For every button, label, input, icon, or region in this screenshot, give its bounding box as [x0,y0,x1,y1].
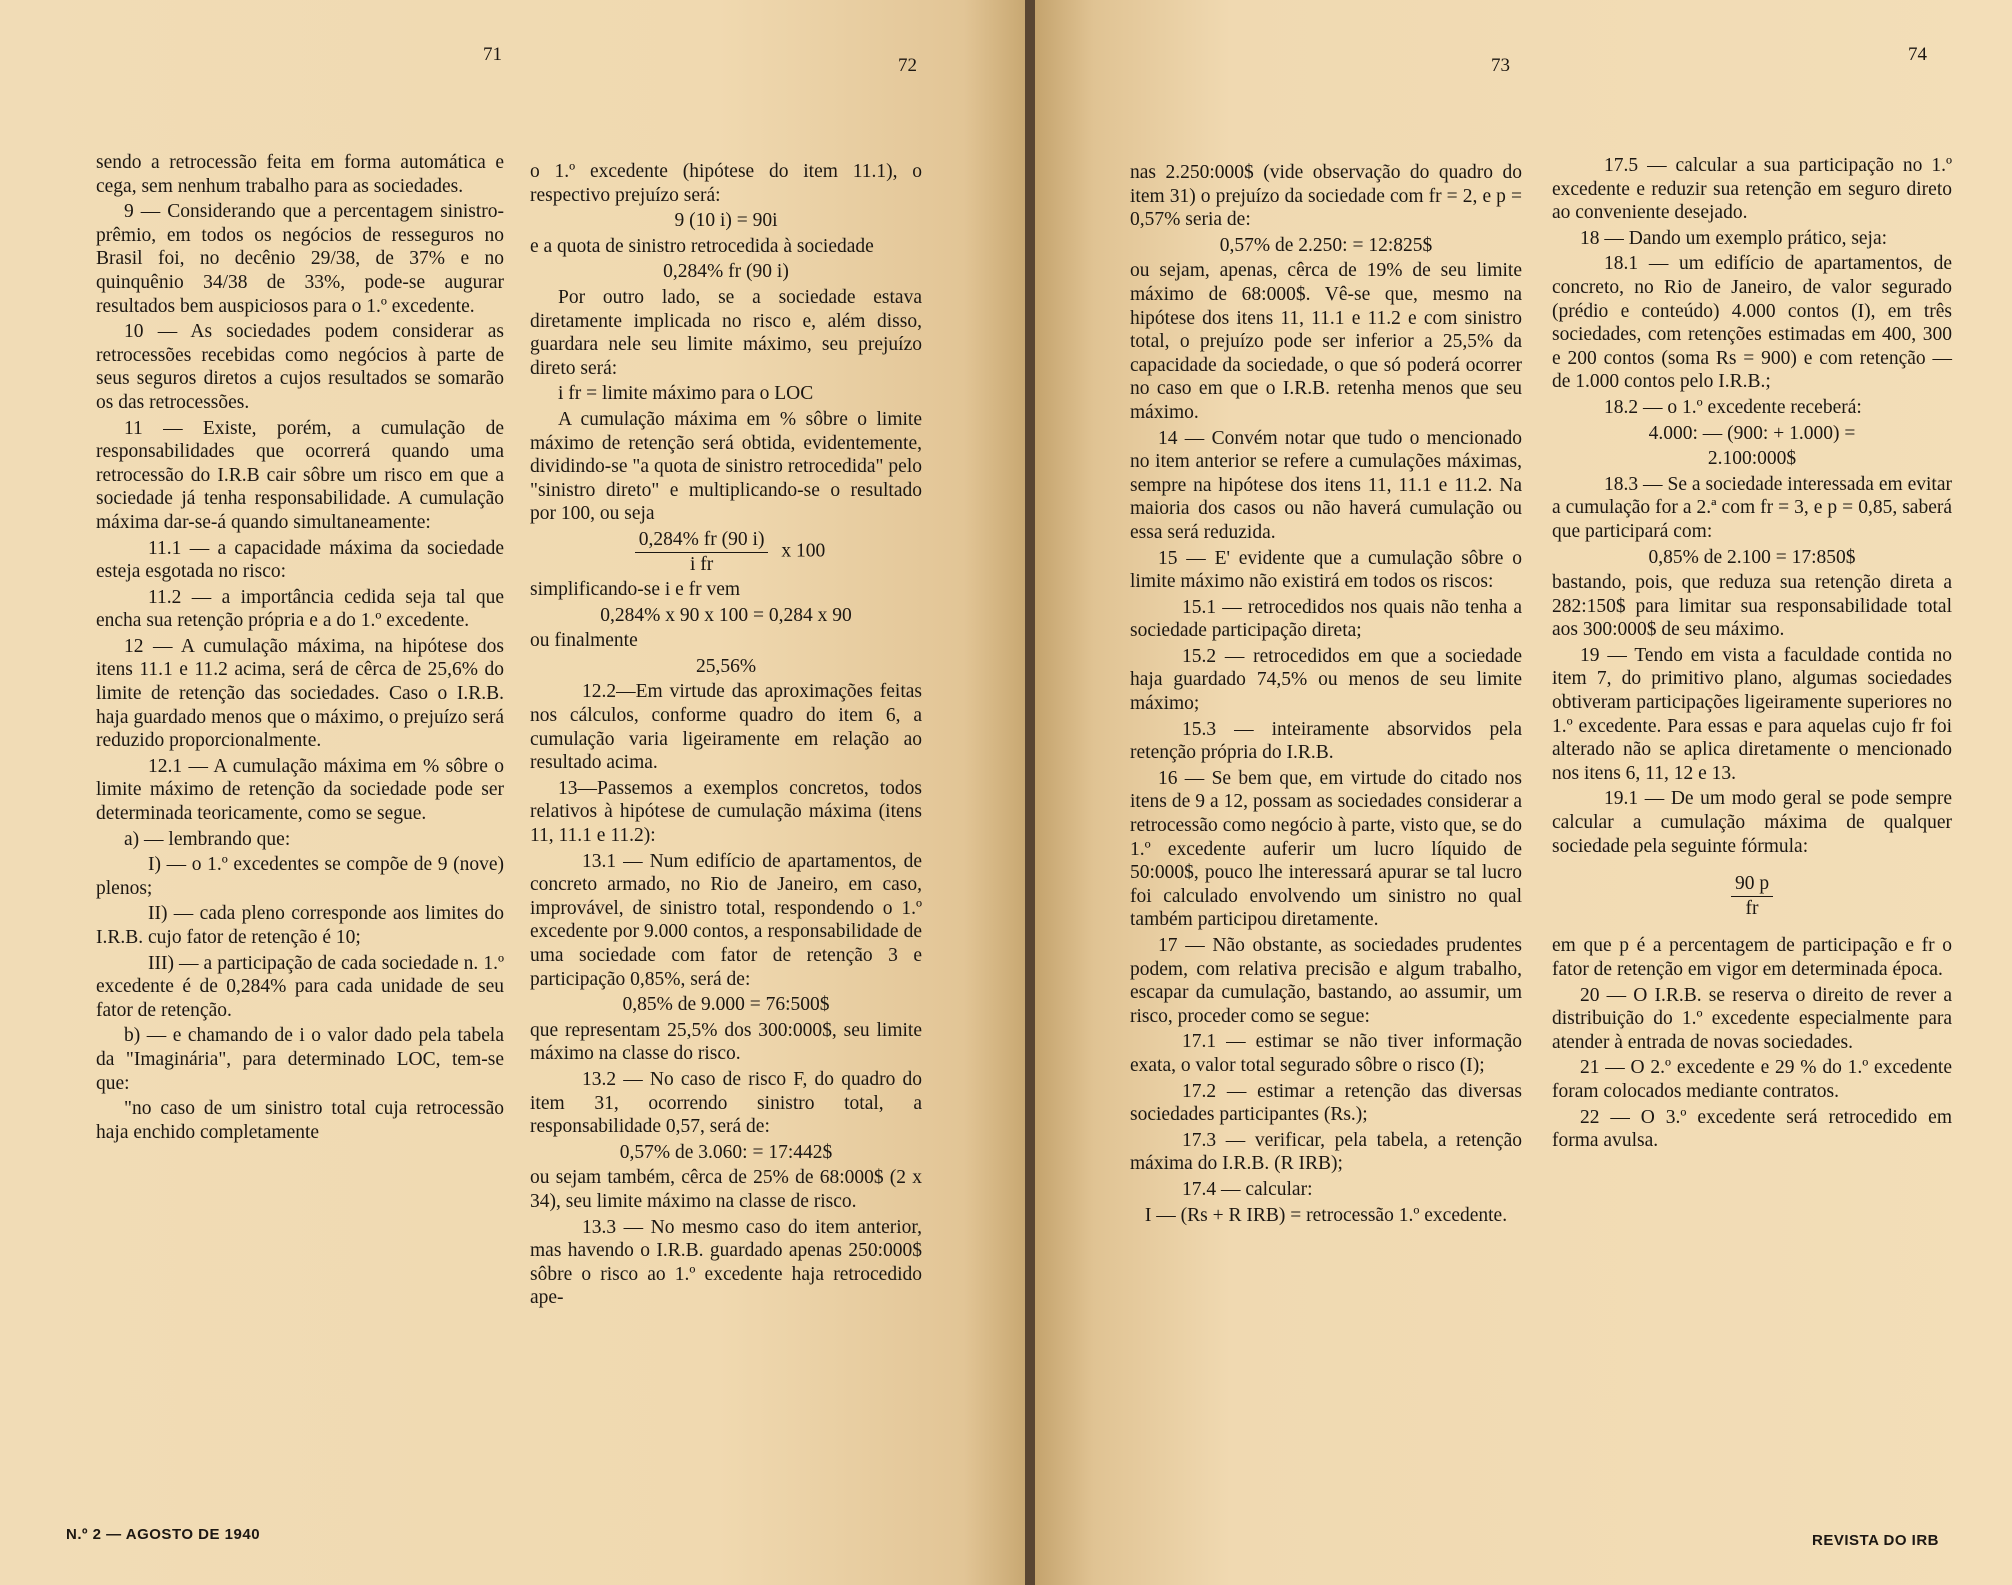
paragraph-item-12: 12 — A cumulação máxima, na hipótese dos itens 11.1 e 11.2 acima, será de cêrca de 25,6% do limite de retenção das sociedades. Caso o I.R.B. haja guardado menos que o máximo, o prejuízo será reduzido proporcionalmente. [96,635,504,752]
fraction [1731,872,1773,920]
formula: 4.000: — (900: + 1.000) = [1648,422,1856,444]
formula: 0,85% de 2.100 = 17:850$ [1648,546,1856,568]
paragraph-item-11-1: 11.1 — a capacidade máxima da sociedade esteja esgotada no risco: [96,537,504,583]
paragraph-a-iii: III) — a participação de cada sociedade n. 1.º excedente é de 0,284% para cada unidade de seu fator de retenção. [96,952,504,1021]
paragraph-item-17-1: 17.1 — estimar se não tiver informação exata, o valor total segurado sôbre o risco (I); [1130,1031,1522,1076]
fraction-formula [1552,872,1952,920]
formula: i fr = limite máximo para o LOC [558,383,814,405]
paragraph-a: a) — lembrando que: [124,828,291,850]
paragraph-item-15-3: 15.3 — inteiramente absorvidos pela retenção própria do I.R.B. [1130,718,1522,764]
paragraph-item-10: 10 — As sociedades podem considerar as retrocessões recebidas como negócios à parte de seus seguros diretos a cujos resultados se somarão os das retrocessões. [96,321,504,413]
page-number-74: 74 [1908,44,1927,65]
formula: I — (Rs + R IRB) = retrocessão 1.º excedente. [1144,1204,1508,1226]
paragraph: e a quota de sinistro retrocedida à sociedade [530,235,874,257]
paragraph: ou sejam também, cêrca de 25% de 68:000$ (2 x 34), seu limite máximo na classe de risco. [530,1167,922,1212]
paragraph: nas 2.250:000$ (vide observação do quadro do item 31) o prejuízo da sociedade com fr = 2, e p = 0,57% seria de: [1130,162,1522,231]
paragraph-item-16: 16 — Se bem que, em virtude do citado nos itens de 9 a 12, possam as sociedades considerar a retrocessão como negócio à parte, visto que, se do 1.º excedente auferir um lucro líquido de 50:000$, pouco lhe interessará apurar se tal lucro foi calculado envolvendo um sinistro no qual também participou diretamente. [1130,767,1522,931]
paragraph: em que p é a percentagem de participação e fr o fator de retenção em vigor em determinada época. [1552,935,1952,980]
column-page-74 [1552,154,1952,1155]
column-page-71 [96,151,504,1146]
paragraph: o 1.º excedente (hipótese do item 11.1), o respectivo prejuízo será: [530,161,922,206]
formula: 0,57% de 3.060: = 17:442$ [619,1141,833,1163]
paragraph-item-18-3: 18.3 — Se a sociedade interessada em evitar a cumulação for a 2.ª com fr = 3, e p = 0,85, saberá que participará com: [1552,473,1952,542]
fraction-denominator: i fr [689,553,714,575]
paragraph-item-12-2: 12.2—Em virtude das aproximações feitas nos cálculos, conforme quadro do item 6, a cumulação varia ligeiramente em relação ao resultado acima. [530,681,922,774]
column-page-72 [530,160,922,1312]
paragraph-item-18-1: 18.1 — um edifício de apartamentos, de concreto, no Rio de Janeiro, de valor segurado (prédio e conteúdo) 4.000 contos (I), em três sociedades, com retenções estimadas em 400, 300 e 200 contos (soma Rs = 900) e com retenção — de 1.000 contos pelo I.R.B.; [1552,253,1952,393]
paragraph-item-17: 17 — Não obstante, as sociedades prudentes podem, com relativa precisão e algum trabalho, escapar da cumulação, bastando, ao assumir, um risco, proceder como se segue: [1130,935,1522,1027]
paragraph-item-14: 14 — Convém notar que tudo o mencionado no item anterior se refere a cumulações máximas, sempre na hipótese dos itens 11, 11.1 e 11.2. Na maioria dos casos ou não haverá cumulação ou essa será reduzida. [1130,427,1522,543]
footer-issue: N.º 2 — AGOSTO DE 1940 [66,1526,261,1543]
formula: 0,57% de 2.250: = 12:825$ [1219,234,1433,256]
paragraph-item-18-2: 18.2 — o 1.º excedente receberá: [1604,396,1862,418]
paragraph-item-17-3: 17.3 — verificar, pela tabela, a retenção máxima do I.R.B. (R IRB); [1130,1129,1522,1175]
formula-result: 25,56% [695,655,757,677]
fraction-multiplier: x 100 [781,540,826,562]
paragraph: Por outro lado, se a sociedade estava diretamente implicada no risco e, além disso, guardara nele seu limite máximo, seu prejuízo direto será: [530,286,922,379]
right-page [1035,0,2012,1585]
formula: 0,85% de 9.000 = 76:500$ [622,994,830,1016]
page-number-73: 73 [1491,55,1510,76]
paragraph-item-15: 15 — E' evidente que a cumulação sôbre o limite máximo não existirá em todos os riscos: [1130,547,1522,593]
paragraph-item-9: 9 — Considerando que a percentagem sinistro-prêmio, em todos os negócios de resseguros no Brasil foi, no decênio 29/38, de 37% e no quinquênio 34/38 de 33%, pode-se augurar resultados bem auspiciosos para o 1.º excedente. [96,201,504,317]
column-page-73 [1130,161,1522,1229]
paragraph: ou finalmente [530,630,638,652]
paragraph-a-ii: II) — cada pleno corresponde aos limites do I.R.B. cujo fator de retenção é 10; [96,903,504,948]
paragraph-quote: "no caso de um sinistro total cuja retrocessão haja enchido completamente [96,1098,504,1143]
paragraph-a-i: I) — o 1.º excedentes se compõe de 9 (nove) plenos; [96,854,504,899]
paragraph-item-11: 11 — Existe, porém, a cumulação de responsabilidades que ocorrerá quando uma retrocessão do I.R.B cair sôbre um risco em que a sociedade já tenha responsabilidade. A cumulação máxima dar-se-á quando simultaneamente: [96,417,504,533]
book-gutter [1025,0,1035,1585]
paragraph: que representam 25,5% dos 300:000$, seu limite máximo na classe do risco. [530,1019,922,1065]
paragraph: simplificando-se i e fr vem [530,579,741,601]
paragraph-item-17-2: 17.2 — estimar a retenção das diversas sociedades participantes (Rs.); [1130,1080,1522,1126]
paragraph-item-18: 18 — Dando um exemplo prático, seja: [1580,227,1888,249]
fraction-numerator: 90 p [1731,872,1773,897]
formula: 0,284% x 90 x 100 = 0,284 x 90 [600,604,852,626]
paragraph: sendo a retrocessão feita em forma automática e cega, sem nenhum trabalho para as sociedades. [96,152,504,197]
paragraph-item-17-5: 17.5 — calcular a sua participação no 1.º excedente e reduzir sua retenção em seguro direto ao conveniente desejado. [1552,155,1952,224]
formula: 0,284% fr (90 i) [663,261,789,283]
paragraph-item-13: 13—Passemos a exemplos concretos, todos relativos à hipótese de cumulação máxima (itens 11, 11.1 e 11.2): [530,777,922,847]
paragraph-item-13-2: 13.2 — No caso de risco F, do quadro do item 31, ocorrendo sinistro total, a responsabilidade 0,57, será de: [530,1068,922,1138]
footer-magazine-name: REVISTA DO IRB [1812,1532,1940,1549]
paragraph-item-21: 21 — O 2.º excedente e 29 % do 1.º excedente foram colocados mediante contratos. [1552,1057,1952,1102]
fraction-numerator: 0,284% fr (90 i) [635,528,769,553]
page-number-71: 71 [483,44,502,65]
paragraph-b: b) — e chamando de i o valor dado pela tabela da "Imaginária", para determinado LOC, tem-se que: [96,1025,504,1094]
fraction [635,528,769,576]
paragraph: A cumulação máxima em % sôbre o limite máximo de retenção será obtida, evidentemente, dividindo-se "a quota de sinistro retrocedida" pelo "sinistro direto" e multiplicando-se o resultado por 100, ou seja [530,408,922,525]
fraction-denominator: fr [1745,897,1759,919]
formula-result: 2.100:000$ [1707,448,1797,470]
paragraph-item-19-1: 19.1 — De um modo geral se pode sempre calcular a cumulação máxima de qualquer sociedade pela seguinte fórmula: [1552,788,1952,857]
fraction-formula [530,528,922,576]
formula: 9 (10 i) = 90i [674,210,778,232]
paragraph-item-17-4: 17.4 — calcular: [1182,1178,1313,1200]
paragraph-item-11-2: 11.2 — a importância cedida seja tal que encha sua retenção própria e a do 1.º excedente. [96,586,504,632]
paragraph-item-15-2: 15.2 — retrocedidos em que a sociedade haja guardado 74,5% ou menos de seu limite máximo; [1130,645,1522,715]
paragraph: ou sejam, apenas, cêrca de 19% de seu limite máximo de 68:000$. Vê-se que, mesmo na hipótese dos itens 11, 11.1 e 11.2 e com sinistro total, o prejuízo pode ser inferior a 25,5% da capacidade da sociedade, o que só poderá ocorrer no caso em que o I.R.B. retenha menos que seu máximo. [1130,260,1522,423]
paragraph-item-19: 19 — Tendo em vista a faculdade contida no item 7, do primitivo plano, algumas sociedades obtiveram participações ligeiramente superiores no 1.º excedente. Para essas e para aquelas cujo fr foi alterado não se aplica diretamente o mencionado nos itens 6, 11, 12 e 13. [1552,644,1952,784]
page-number-72: 72 [898,55,917,76]
paragraph-item-13-1: 13.1 — Num edifício de apartamentos, de concreto armado, no Rio de Janeiro, em caso, improvável, de sinistro total, respondendo o 1.º excedente por 9.000 contos, a responsabilidade de uma sociedade com fator de retenção 3 e participação 0,85%, será de: [530,850,922,990]
paragraph-item-12-1: 12.1 — A cumulação máxima em % sôbre o limite máximo de retenção da sociedade pode ser determinada teoricamente, como se segue. [96,755,504,825]
paragraph-item-20: 20 — O I.R.B. se reserva o direito de rever a distribuição do 1.º excedente especialmente para atender à entrada de novas sociedades. [1552,984,1952,1053]
paragraph-item-22: 22 — O 3.º excedente será retrocedido em forma avulsa. [1552,1106,1952,1152]
paragraph-item-15-1: 15.1 — retrocedidos nos quais não tenha a sociedade participação direta; [1130,596,1522,642]
paragraph: bastando, pois, que reduza sua retenção direta a 282:150$ para limitar sua responsabilidade total aos 300:000$ de seu máximo. [1552,572,1952,641]
paragraph-item-13-3: 13.3 — No mesmo caso do item anterior, mas havendo o I.R.B. guardado apenas 250:000$ sôbre o risco ao 1.º excedente haja retrocedido ape- [530,1216,922,1309]
